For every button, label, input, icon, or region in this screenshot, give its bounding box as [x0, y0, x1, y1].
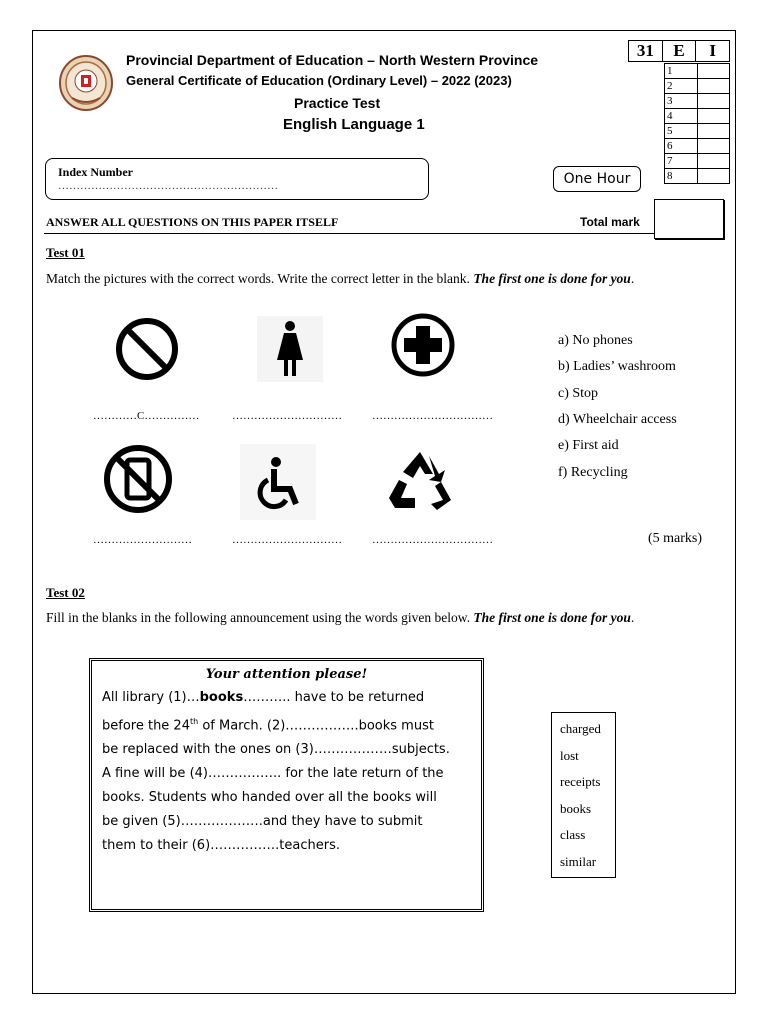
option-d: d) Wheelchair access	[558, 412, 677, 427]
paper-code-box	[628, 40, 730, 62]
marks-row	[665, 169, 730, 184]
announcement-line: A fine will be (4)…………….. for the late return of the	[102, 766, 444, 782]
answer-blank-1[interactable]: …………C……………	[93, 410, 200, 422]
index-number-label: Index Number	[58, 165, 134, 179]
test1-instruction-emphasis: The first one is done for you	[473, 271, 631, 286]
marks-row	[665, 109, 730, 124]
marks-row-number: 1	[665, 64, 698, 79]
option-e: e) First aid	[558, 438, 619, 453]
marks-table	[664, 63, 730, 184]
option-f: f) Recycling	[558, 465, 628, 480]
paper-code-cell: I	[709, 41, 716, 60]
marks-row	[665, 124, 730, 139]
announcement-line: books. Students who handed over all the books will	[102, 790, 437, 806]
marks-row	[665, 79, 730, 94]
marks-row	[665, 64, 730, 79]
answer-blank-6[interactable]: ……………………………	[372, 534, 493, 546]
index-number-dots: ……………………………………………………	[58, 180, 278, 192]
woman-icon	[257, 316, 323, 382]
word-bank-item: lost	[560, 747, 579, 763]
marks-cell[interactable]	[698, 139, 730, 154]
wheelchair-icon	[240, 444, 316, 520]
word-bank-item: books	[560, 800, 592, 816]
marks-row-number: 5	[665, 124, 698, 139]
word-bank-item: similar	[560, 853, 597, 869]
marks-row-number: 6	[665, 139, 698, 154]
header-department: Provincial Department of Education – North Western Province	[126, 52, 539, 68]
test2-instruction: Fill in the blanks in the following announcement using the words given below. The first one is done for you.	[46, 610, 635, 625]
marks-row-number: 3	[665, 94, 698, 109]
marks-cell[interactable]	[698, 79, 730, 94]
duration-badge: One Hour	[553, 166, 641, 192]
no-entry-icon	[114, 316, 180, 382]
header-subject: English Language 1	[283, 116, 425, 133]
announcement-superscript: th	[189, 717, 199, 726]
marks-row-number: 2	[665, 79, 698, 94]
paper-code-cell: E	[663, 41, 697, 61]
marks-row	[665, 94, 730, 109]
announcement-line	[102, 686, 471, 710]
marks-cell[interactable]	[698, 64, 730, 79]
marks-cell[interactable]	[698, 154, 730, 169]
test2-instruction-emphasis: The first one is done for you	[473, 610, 631, 625]
first-aid-icon	[390, 312, 456, 378]
marks-cell[interactable]	[698, 94, 730, 109]
word-bank	[551, 712, 616, 878]
answer-instruction: ANSWER ALL QUESTIONS ON THIS PAPER ITSELF	[46, 215, 339, 229]
header-divider	[44, 233, 654, 234]
marks-row	[665, 139, 730, 154]
marks-cell[interactable]	[698, 109, 730, 124]
announcement-text: before the 24	[102, 718, 190, 734]
marks-cell[interactable]	[698, 124, 730, 139]
answer-blank-4[interactable]: ………………………	[93, 534, 192, 546]
header-practice-test: Practice Test	[294, 95, 381, 111]
test2-title: Test 02	[46, 585, 85, 600]
department-logo-icon	[58, 54, 114, 112]
announcement-text: of March. (2)……………..books must	[198, 718, 434, 734]
marks-cell[interactable]	[698, 169, 730, 184]
announcement-line: be given (5)……………….and they have to submit	[102, 814, 423, 830]
option-a: a) No phones	[558, 333, 633, 348]
recycle-icon	[385, 448, 455, 514]
marks-row-number: 4	[665, 109, 698, 124]
answer-blank-5[interactable]: …………………………	[232, 534, 342, 546]
total-mark-box[interactable]	[654, 199, 724, 239]
announcement-title: Your attention please!	[205, 667, 368, 682]
announcement-body	[92, 682, 481, 858]
word-bank-item: class	[560, 827, 586, 842]
test1-marks: (5 marks)	[648, 531, 703, 546]
test2-instruction-text: Fill in the blanks in the following announcement using the words given below.	[46, 610, 470, 625]
header-certificate: General Certificate of Education (Ordinary Level) – 2022 (2023)	[126, 73, 512, 88]
test1-instruction-text: Match the pictures with the correct words. Write the correct letter in the blank.	[46, 271, 470, 286]
word-bank-item: receipts	[560, 774, 601, 789]
total-mark-label: Total mark	[580, 215, 640, 229]
test1-instruction: Match the pictures with the correct words. Write the correct letter in the blank. The first one is done for you.	[46, 271, 635, 286]
test1-title: Test 01	[46, 245, 85, 260]
option-c: c) Stop	[558, 386, 599, 401]
marks-row	[665, 154, 730, 169]
announcement-line: be replaced with the ones on (3)………………subjects.	[102, 742, 450, 758]
announcement-text: ……….. have to be returned	[243, 690, 425, 705]
announcement-example-answer: books	[199, 690, 244, 705]
no-phone-icon	[103, 444, 173, 514]
marks-row-number: 8	[665, 169, 698, 184]
index-number-field[interactable]	[45, 158, 429, 200]
paper-code-cell: 31	[629, 41, 663, 61]
option-b: b) Ladies’ washroom	[558, 359, 676, 374]
word-bank-item: charged	[560, 721, 601, 736]
marks-row-number: 7	[665, 154, 698, 169]
announcement-line	[102, 710, 471, 738]
announcement-box	[89, 658, 484, 912]
announcement-line: them to their (6)…………….teachers.	[102, 838, 340, 854]
answer-blank-3[interactable]: ……………………………	[372, 410, 493, 422]
answer-blank-2[interactable]: …………………………	[232, 410, 342, 422]
announcement-text: All library (1)…	[102, 690, 200, 705]
